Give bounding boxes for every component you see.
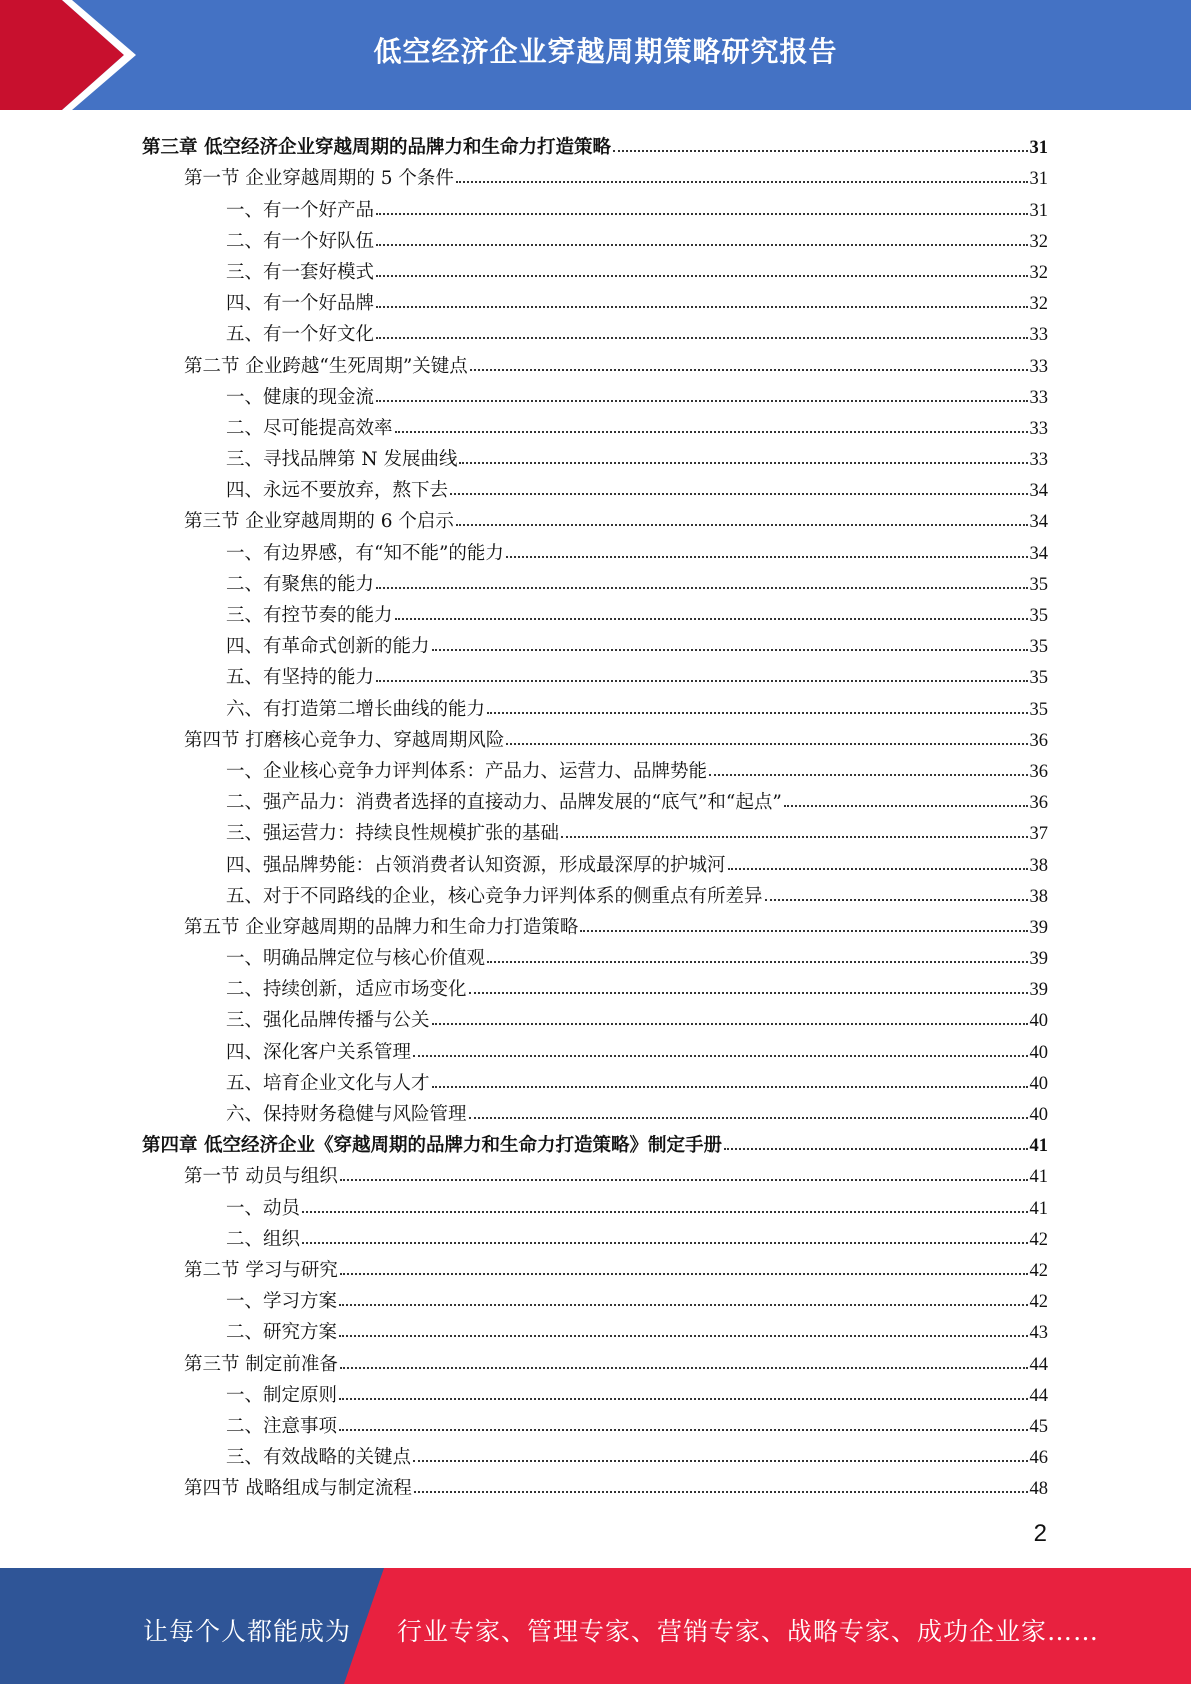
toc-entry-page: 33 [1029, 325, 1048, 346]
toc-subsection-entry[interactable] [142, 939, 1048, 970]
toc-subsection-entry[interactable] [142, 222, 1048, 253]
toc-entry-label: 四、永远不要放弃，熬下去 [226, 480, 449, 502]
toc-subsection-entry[interactable] [142, 627, 1048, 658]
toc-entry-label: 二、强产品力：消费者选择的直接动力、品牌发展的“底气”和“起点” [226, 792, 782, 814]
toc-dot-leader [456, 181, 1028, 183]
toc-entry-page: 35 [1029, 668, 1048, 689]
toc-dot-leader [339, 1304, 1027, 1306]
toc-section-entry[interactable] [142, 1344, 1048, 1375]
toc-dot-leader [432, 649, 1028, 651]
toc-chapter-entry[interactable] [142, 128, 1048, 159]
toc-entry-page: 43 [1029, 1323, 1048, 1344]
page-footer [0, 1568, 1191, 1684]
toc-entry-page: 37 [1029, 824, 1048, 845]
toc-entry-page: 33 [1029, 418, 1048, 439]
toc-dot-leader [413, 1055, 1027, 1057]
toc-subsection-entry[interactable] [142, 565, 1048, 596]
toc-entry-page: 33 [1029, 356, 1048, 377]
toc-entry-page: 32 [1029, 294, 1048, 315]
toc-entry-page: 32 [1029, 231, 1048, 252]
toc-dot-leader [506, 743, 1027, 745]
toc-entry-page: 48 [1029, 1479, 1048, 1500]
toc-entry-page: 36 [1029, 761, 1048, 782]
toc-entry-label: 二、有聚焦的能力 [226, 573, 375, 595]
toc-chapter-entry[interactable] [142, 1126, 1048, 1157]
toc-entry-label: 三、强化品牌传播与公关 [226, 1010, 430, 1032]
toc-dot-leader [376, 213, 1027, 215]
toc-entry-page: 45 [1029, 1416, 1048, 1437]
toc-subsection-entry[interactable] [142, 1188, 1048, 1219]
toc-entry-label: 第一节 企业穿越周期的 5 个条件 [184, 168, 454, 190]
toc-section-entry[interactable] [142, 721, 1048, 752]
toc-entry-label: 三、有一套好模式 [226, 261, 375, 283]
toc-dot-leader [459, 462, 1027, 464]
toc-entry-label: 第三节 制定前准备 [184, 1353, 338, 1375]
toc-dot-leader [728, 868, 1028, 870]
toc-subsection-entry[interactable] [142, 253, 1048, 284]
toc-entry-label: 一、学习方案 [226, 1291, 338, 1313]
toc-dot-leader [340, 1179, 1028, 1181]
toc-entry-page: 38 [1029, 886, 1048, 907]
toc-dot-leader [724, 1148, 1028, 1150]
toc-entry-page: 34 [1029, 481, 1048, 502]
toc-entry-page: 36 [1029, 793, 1048, 814]
toc-entry-page: 32 [1029, 262, 1048, 283]
toc-subsection-entry[interactable] [142, 284, 1048, 315]
toc-subsection-entry[interactable] [142, 689, 1048, 720]
toc-entry-label: 一、动员 [226, 1197, 301, 1219]
page-number: 2 [1033, 1520, 1047, 1547]
toc-dot-leader [450, 493, 1027, 495]
toc-entry-page: 34 [1029, 543, 1048, 564]
toc-dot-leader [469, 992, 1028, 994]
toc-entry-page: 41 [1029, 1167, 1048, 1188]
toc-entry-label: 三、有效战略的关键点 [226, 1447, 412, 1469]
toc-dot-leader [339, 1335, 1027, 1337]
toc-entry-page: 31 [1029, 200, 1048, 221]
toc-entry-page: 36 [1029, 730, 1048, 751]
toc-subsection-entry[interactable] [142, 752, 1048, 783]
toc-entry-page: 40 [1029, 1105, 1048, 1125]
toc-entry-page: 35 [1029, 699, 1048, 720]
toc-subsection-entry[interactable] [142, 378, 1048, 409]
toc-dot-leader [432, 1086, 1028, 1088]
toc-entry-page: 46 [1029, 1448, 1048, 1469]
toc-dot-leader [376, 680, 1027, 682]
toc-section-entry[interactable] [142, 502, 1048, 533]
toc-dot-leader [376, 244, 1027, 246]
toc-subsection-entry[interactable] [142, 533, 1048, 564]
toc-subsection-entry[interactable] [142, 1064, 1048, 1095]
toc-entry-page: 44 [1029, 1354, 1048, 1375]
toc-dot-leader [340, 1367, 1028, 1369]
toc-entry-label: 一、明确品牌定位与核心价值观 [226, 948, 486, 970]
toc-entry-page: 31 [1029, 169, 1048, 190]
toc-entry-label: 六、保持财务稳健与风险管理 [226, 1104, 467, 1125]
toc-subsection-entry[interactable] [142, 814, 1048, 845]
toc-section-entry[interactable] [142, 159, 1048, 190]
toc-subsection-entry[interactable] [142, 440, 1048, 471]
toc-entry-label: 第四节 战略组成与制定流程 [184, 1478, 412, 1500]
toc-dot-leader [506, 556, 1028, 558]
toc-entry-label: 五、有坚持的能力 [226, 667, 375, 689]
footer-slogan-right: 行业专家、管理专家、营销专家、战略专家、成功企业家…… [397, 1617, 1100, 1646]
toc-subsection-entry[interactable] [142, 658, 1048, 689]
toc-entry-label: 四、有革命式创新的能力 [226, 636, 430, 658]
toc-entry-label: 第二节 学习与研究 [184, 1259, 338, 1281]
toc-entry-label: 一、健康的现金流 [226, 386, 375, 408]
toc-entry-label: 二、注意事项 [226, 1415, 338, 1437]
toc-entry-label: 三、强运营力：持续良性规模扩张的基础 [226, 823, 560, 845]
toc-entry-page: 31 [1029, 138, 1048, 159]
toc-subsection-entry[interactable] [142, 596, 1048, 627]
toc-dot-leader [395, 431, 1028, 433]
toc-section-entry[interactable] [142, 908, 1048, 939]
toc-subsection-entry[interactable] [142, 1407, 1048, 1438]
toc-entry-label: 五、对于不同路线的企业，核心竞争力评判体系的侧重点有所差异 [226, 885, 763, 907]
toc-entry-page: 40 [1029, 1042, 1048, 1063]
toc-dot-leader [613, 150, 1028, 152]
toc-entry-label: 第四节 打磨核心竞争力、穿越周期风险 [184, 729, 505, 751]
toc-entry-page: 33 [1029, 387, 1048, 408]
toc-dot-leader [487, 961, 1027, 963]
toc-entry-label: 一、制定原则 [226, 1384, 338, 1406]
toc-entry-page: 35 [1029, 637, 1048, 658]
toc-entry-label: 四、有一个好品牌 [226, 293, 375, 315]
toc-entry-page: 40 [1029, 1011, 1048, 1032]
toc-dot-leader [414, 1491, 1028, 1493]
toc-subsection-entry[interactable] [142, 1282, 1048, 1313]
toc-entry-label: 一、有一个好产品 [226, 199, 375, 221]
toc-entry-page: 39 [1029, 949, 1048, 970]
toc-subsection-entry[interactable] [142, 471, 1048, 502]
toc-dot-leader [784, 805, 1028, 807]
toc-entry-page: 42 [1029, 1229, 1048, 1250]
toc-entry-label: 二、尽可能提高效率 [226, 417, 393, 439]
toc-entry-label: 二、有一个好队伍 [226, 230, 375, 252]
table-of-contents [142, 128, 1048, 1500]
toc-dot-leader [580, 930, 1027, 932]
toc-entry-label: 四、强品牌势能：占领消费者认知资源，形成最深厚的护城河 [226, 854, 726, 876]
toc-dot-leader [470, 369, 1028, 371]
toc-dot-leader [561, 836, 1027, 838]
toc-section-entry[interactable] [142, 1157, 1048, 1188]
toc-entry-label: 一、企业核心竞争力评判体系：产品力、运营力、品牌势能 [226, 760, 708, 782]
toc-entry-label: 三、有控节奏的能力 [226, 605, 393, 626]
toc-entry-page: 35 [1029, 574, 1048, 595]
toc-dot-leader [487, 712, 1027, 714]
toc-dot-leader [376, 275, 1027, 277]
toc-entry-page: 39 [1029, 917, 1048, 938]
toc-entry-page: 42 [1029, 1260, 1048, 1281]
toc-entry-label: 二、持续创新，适应市场变化 [226, 979, 467, 1001]
toc-dot-leader [339, 1429, 1027, 1431]
toc-dot-leader [302, 1211, 1027, 1213]
toc-dot-leader [765, 899, 1028, 901]
report-title: 低空经济企业穿越周期策略研究报告 [373, 35, 838, 68]
toc-entry-label: 第四章 低空经济企业《穿越周期的品牌力和生命力打造策略》制定手册 [142, 1135, 722, 1157]
toc-entry-page: 42 [1029, 1292, 1048, 1313]
toc-entry-label: 四、深化客户关系管理 [226, 1041, 412, 1063]
toc-dot-leader [432, 1023, 1028, 1025]
toc-entry-label: 二、组织 [226, 1228, 301, 1250]
toc-entry-label: 六、有打造第二增长曲线的能力 [226, 698, 486, 720]
toc-dot-leader [413, 1460, 1027, 1462]
toc-entry-label: 五、培育企业文化与人才 [226, 1072, 430, 1094]
toc-subsection-entry[interactable] [142, 1220, 1048, 1251]
toc-section-entry[interactable] [142, 1469, 1048, 1500]
toc-subsection-entry[interactable] [142, 409, 1048, 440]
toc-subsection-entry[interactable] [142, 1095, 1048, 1126]
toc-entry-label: 第五节 企业穿越周期的品牌力和生命力打造策略 [184, 916, 579, 938]
toc-entry-page: 38 [1029, 855, 1048, 876]
toc-entry-page: 39 [1029, 980, 1048, 1001]
toc-entry-page: 41 [1029, 1136, 1048, 1157]
toc-entry-label: 第三章 低空经济企业穿越周期的品牌力和生命力打造策略 [142, 137, 611, 159]
toc-dot-leader [376, 306, 1027, 308]
toc-subsection-entry[interactable] [142, 315, 1048, 346]
toc-subsection-entry[interactable] [142, 783, 1048, 814]
toc-entry-label: 二、研究方案 [226, 1322, 338, 1344]
toc-subsection-entry[interactable] [142, 1438, 1048, 1469]
toc-subsection-entry[interactable] [142, 1001, 1048, 1032]
toc-entry-page: 33 [1029, 450, 1048, 471]
toc-entry-page: 35 [1029, 606, 1048, 626]
toc-subsection-entry[interactable] [142, 877, 1048, 908]
toc-dot-leader [395, 618, 1028, 620]
toc-entry-page: 41 [1029, 1198, 1048, 1219]
toc-entry-page: 34 [1029, 512, 1048, 533]
toc-dot-leader [340, 1273, 1028, 1275]
page-header [0, 0, 1191, 110]
toc-entry-label: 五、有一个好文化 [226, 324, 375, 346]
toc-subsection-entry[interactable] [142, 1313, 1048, 1344]
toc-dot-leader [376, 337, 1027, 339]
toc-entry-label: 一、有边界感，有“知不能”的能力 [226, 542, 504, 564]
toc-entry-label: 第二节 企业跨越“生死周期”关键点 [184, 355, 468, 377]
toc-dot-leader [302, 1242, 1027, 1244]
toc-entry-page: 40 [1029, 1073, 1048, 1094]
toc-section-entry[interactable] [142, 1251, 1048, 1282]
toc-entry-label: 三、寻找品牌第 N 发展曲线 [226, 449, 458, 471]
toc-dot-leader [376, 400, 1027, 402]
toc-dot-leader [456, 524, 1028, 526]
toc-subsection-entry[interactable] [142, 1376, 1048, 1407]
toc-subsection-entry[interactable] [142, 970, 1048, 1001]
toc-subsection-entry[interactable] [142, 845, 1048, 876]
toc-entry-label: 第一节 动员与组织 [184, 1166, 338, 1188]
toc-subsection-entry[interactable] [142, 190, 1048, 221]
toc-dot-leader [376, 587, 1027, 589]
toc-subsection-entry[interactable] [142, 1032, 1048, 1063]
toc-section-entry[interactable] [142, 346, 1048, 377]
toc-dot-leader [709, 774, 1027, 776]
toc-dot-leader [339, 1398, 1027, 1400]
toc-entry-page: 44 [1029, 1385, 1048, 1406]
toc-entry-label: 第三节 企业穿越周期的 6 个启示 [184, 511, 454, 533]
footer-slogan-left: 让每个人都能成为 [143, 1617, 352, 1646]
toc-dot-leader [469, 1117, 1028, 1119]
